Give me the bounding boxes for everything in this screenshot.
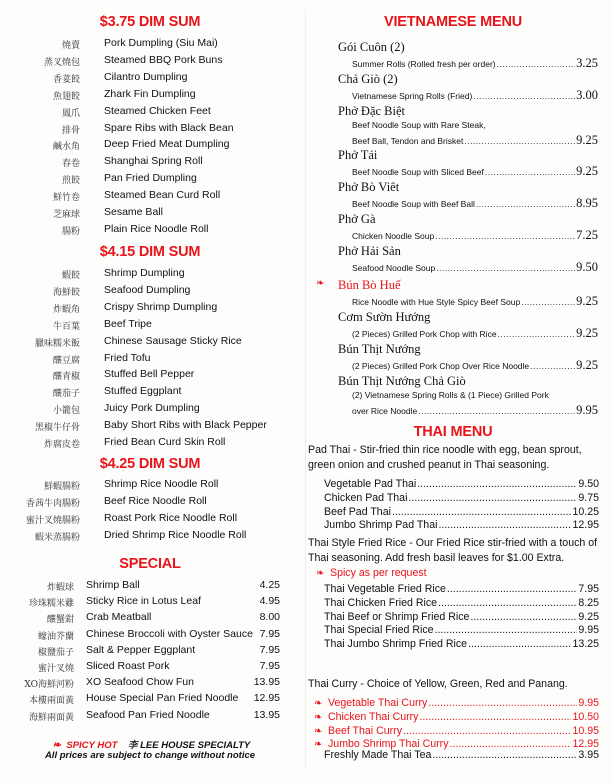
chinese-name: XO海鮮河粉 [24,680,74,691]
item-price: 7.95 [578,583,599,595]
legend-spicy-hot: SPICY HOT [66,740,118,751]
item-name [308,180,598,196]
item-name [308,72,598,88]
item-description [308,260,598,273]
chinese-name: 煎餃 [61,176,80,187]
special-item-row [0,709,280,725]
item-name-text: Phở Hải Sản [338,244,401,258]
english-name: Stuffed Eggplant [104,385,182,398]
item-price: 9.75 [578,491,599,504]
leader-dots [438,519,571,531]
price-notice: All prices are subject to change without notice [44,750,256,761]
leader-dots [497,59,576,69]
chinese-name: 臘味糯米飯 [34,338,80,349]
item-price: 7.25 [576,228,598,242]
thai-item-row [324,492,599,506]
vietnamese-thai-column [308,0,612,783]
vietnamese-item [308,40,598,69]
item-price: 9.25 [576,358,598,372]
chinese-name: 香茜牛肉腸粉 [25,498,80,509]
item-description [308,294,598,307]
item-name: Vegetable Thai Curry [328,697,428,709]
special-item-row [0,595,280,611]
item-price: 4.25 [259,579,280,591]
item-price: 3.25 [576,56,598,70]
vietnamese-item [308,180,598,209]
item-name-text: Bún Thịt Nướng [338,342,421,356]
item-price: 10.50 [572,710,599,723]
item-name-text: Bún Bò Huế [338,278,401,292]
special-item-row [0,611,280,627]
lee-mark-icon: 李 [127,740,138,751]
item-name: Thai Jumbo Shrimp Fried Rice [324,638,468,651]
chinese-name: 春卷 [61,159,80,170]
item-name [308,310,598,326]
item-name-text: Gói Cuôn (2) [338,40,405,54]
english-name: Steamed Bean Curd Roll [104,189,221,202]
description-text: Beef Ball, Tendon and Brisket [352,136,464,146]
item-price: 12.95 [253,692,280,705]
leader-dots [498,329,576,339]
leader-dots [436,263,575,273]
item-price: 9.95 [578,624,599,637]
item-price: 3.00 [576,88,598,102]
item-name: Thai Vegetable Fried Rice [324,583,446,595]
chinese-name: 珍珠糯米雞 [28,599,74,610]
leader-dots [435,231,575,241]
item-name [308,278,598,294]
chinese-name: 蝦餃 [61,271,80,281]
thai-item-row [324,478,599,492]
section-title-special: SPECIAL [119,556,181,572]
chinese-name: 蜜汁叉燒 [37,664,74,674]
english-name: Fried Tofu [104,351,151,364]
item-name-text: Cơm Sườn Hướng [338,310,431,324]
chili-pepper-icon: ❧ [314,698,323,709]
item-price: 13.95 [253,708,280,721]
section-title-vietnamese: VIETNAMESE MENU [384,14,522,30]
item-price: 7.95 [259,660,280,672]
item-price: 9.50 [578,478,599,490]
item-price: 9.95 [576,403,598,417]
item-name-text: Phở Bò Viêt [338,180,400,194]
english-name: Shrimp Ball [86,579,140,591]
item-price: 12.95 [572,738,599,751]
item-price: 3.95 [578,749,599,761]
item-price: 9.50 [576,260,598,274]
item-price: 10.95 [572,724,599,737]
item-price: 12.95 [572,519,599,532]
thai-item-row [324,583,599,597]
leader-dots [485,167,575,177]
english-name: House Special Pan Fried Noodle [86,692,239,705]
item-description [308,133,598,146]
item-name [308,244,598,260]
leader-dots [476,199,575,209]
item-name: Beef Pad Thai [324,505,391,518]
item-name: Jumbo Shrimp Pad Thai [324,519,438,532]
item-price: 7.95 [259,643,280,656]
item-name [308,148,598,164]
item-description [308,228,598,241]
english-name: Roast Pork Rice Noodle Roll [104,511,238,524]
chinese-name: 釀豆腐 [52,355,80,366]
item-price: 8.25 [578,596,599,609]
chili-pepper-icon: ❧ [316,278,325,289]
leader-dots [473,91,575,101]
spicy-note-text: Spicy as per request [330,567,427,579]
special-item-row [0,660,280,676]
description-text: Beef Noodle Soup with Sliced Beef [352,167,484,177]
chili-pepper-icon: ❧ [314,725,323,737]
chinese-name: 蠔油芥蘭 [37,631,74,642]
english-name: Sliced Roast Pork [86,660,170,672]
english-name: Pork Dumpling (Siu Mai) [104,37,218,49]
chinese-name: 黑椒牛仔骨 [34,423,80,434]
item-price: 9.25 [576,164,598,178]
description-text: Beef Noodle Soup with Rare Steak, [352,120,486,130]
chili-pepper-icon: ❧ [314,711,323,723]
item-name: Chicken Pad Thai [324,491,408,504]
item-name: Thai Chicken Fried Rice [324,596,438,609]
chinese-name: 牛百葉 [52,321,80,332]
chinese-name: 炸蝦角 [52,304,80,315]
english-name: Pan Fried Dumpling [104,172,197,185]
pad-thai-description: Pad Thai - Stir-fried thin rice noodle with egg, bean sprout, green onion and crushed peanut in Thai seasoning. [308,444,582,471]
item-price: 7.95 [259,627,280,640]
special-item-row [0,628,280,644]
item-name-text: Phở Tái [338,148,378,162]
english-name: Beef Tripe [104,317,152,330]
fried-rice-description: Thai Style Fried Rice - Our Fried Rice stir-fried with a touch of Thai seasoning. Add fresh basil leaves for $1.00 Extra. [308,537,598,564]
chinese-name: 香荽餃 [52,74,80,85]
chinese-name: 本樓兩面黃 [28,696,74,707]
spicy-note [316,567,427,579]
item-name: Beef Thai Curry [328,724,402,737]
leader-dots [417,478,577,490]
chinese-name: 鳳爪 [61,108,80,119]
english-name: Sesame Ball [104,206,163,218]
english-name: Shrimp Rice Noodle Roll [104,478,219,490]
chinese-name: 鹹水角 [52,142,80,153]
item-name: Jumbo Shrimp Thai Curry [328,738,449,751]
leader-dots [403,725,571,737]
item-name: Vegetable Pad Thai [324,478,417,490]
description-text: (2) Vietnamese Spring Rolls & (1 Piece) Grilled Pork [352,390,549,400]
item-description [308,390,598,403]
english-name: XO Seafood Chow Fun [86,676,194,689]
chinese-name: 蒸叉燒包 [43,57,80,68]
english-name: Fried Bean Curd Skin Roll [104,436,226,448]
english-name: Chinese Broccoli with Oyster Sauce [86,627,253,640]
thai-item-row [324,506,599,520]
chinese-name: 芝麻球 [52,210,80,220]
item-name: Thai Special Fried Rice [324,624,434,637]
chinese-name: 鮮蝦腸粉 [43,482,80,492]
thai-item-row [314,725,599,739]
leader-dots [447,583,577,595]
chinese-name: 鮮竹卷 [52,193,80,204]
english-name: Salt & Pepper Eggplant [86,643,196,656]
vietnamese-item [308,212,598,241]
item-description [308,403,598,416]
thai-item-row [314,711,599,725]
english-name: Seafood Pan Fried Noodle [86,708,210,721]
item-price: 9.25 [576,294,598,308]
section-title-dim-415: $4.15 DIM SUM [99,244,201,260]
item-description [308,88,598,101]
dim-sum-column [0,0,300,783]
leader-dots [468,638,571,650]
leader-dots [470,611,577,623]
leader-dots [428,697,577,709]
chinese-name: 海鮮餃 [52,287,80,298]
english-name: Stuffed Bell Pepper [104,368,195,381]
item-name-text: Phở Gà [338,212,376,226]
leader-dots [464,136,575,146]
item-description [308,326,598,339]
english-name: Steamed BBQ Pork Buns [104,53,223,66]
item-name-text: Phở Đặc Biệt [338,104,406,118]
item-name: Freshly Made Thai Tea [324,749,432,761]
chinese-name: 蜜汁叉燒腸粉 [25,515,80,526]
chili-pepper-icon: ❧ [314,739,323,751]
item-name: Thai Beef or Shrimp Fried Rice [324,610,470,623]
curry-description: Thai Curry - Choice of Yellow, Green, Red and Panang. [308,678,568,690]
leader-dots [530,361,575,371]
item-name [308,104,598,120]
item-price: 9.95 [578,697,599,709]
chinese-name: 排骨 [61,125,80,136]
chinese-name: 魚翅餃 [52,91,80,102]
description-text: Rice Noodle with Hue Style Spicy Beef Soup [352,297,521,307]
item-name-text: Bún Thịt Nướng Chả Giò [338,374,466,388]
english-name: Plain Rice Noodle Roll [104,222,209,235]
english-name: Chinese Sausage Sticky Rice [104,334,242,347]
vietnamese-item [308,278,598,307]
english-name: Baby Short Ribs with Black Pepper [104,419,267,432]
english-name: Beef Rice Noodle Roll [104,494,207,507]
legend-lee-specialty: LEE HOUSE SPECIALTY [140,740,251,751]
english-name: Crispy Shrimp Dumpling [104,300,218,313]
chinese-name: 釀茄子 [52,389,80,400]
english-name: Spare Ribs with Black Bean [104,121,234,134]
leader-dots [435,624,578,636]
leader-dots [432,749,577,761]
description-text: over Rice Noodle [352,406,418,416]
thai-item-row [324,638,599,652]
thai-item-row [314,697,599,711]
special-item-row [0,579,280,595]
item-name [308,212,598,228]
item-price: 13.25 [572,638,599,651]
item-name [308,342,598,358]
item-name: Chicken Thai Curry [328,710,419,723]
description-text: Seafood Noodle Soup [352,263,436,273]
leader-dots [521,297,575,307]
vietnamese-item [308,342,598,371]
chinese-name: 小籠包 [52,406,80,417]
english-name: Steamed Chicken Feet [104,104,211,117]
chinese-name: 釀青椒 [52,372,80,383]
chinese-name: 炸腐皮卷 [43,440,80,450]
item-name [308,374,598,390]
vietnamese-item [308,244,598,273]
item-description [308,56,598,69]
item-price: 10.25 [572,505,599,518]
description-text: Vietnamese Spring Rolls (Fried) [352,91,473,101]
special-item-row [0,644,280,660]
special-item-row [0,676,280,692]
legend [0,737,300,751]
item-description [308,120,598,133]
thai-tea-row [324,749,599,763]
chinese-name: 腸粉 [61,226,80,237]
item-name [308,40,598,56]
description-text: (2 Pieces) Grilled Pork Chop with Rice [352,329,497,339]
leader-dots [438,597,577,609]
leader-dots [408,492,577,504]
thai-item-row [324,624,599,638]
description-text: Summer Rolls (Rolled fresh per order) [352,59,496,69]
chinese-name: 炸蝦球 [46,583,74,593]
leader-dots [392,506,572,518]
chili-pepper-icon: ❧ [316,568,325,579]
vietnamese-item [308,72,598,101]
column-divider [305,10,306,770]
vietnamese-item [308,374,598,416]
english-name: Crab Meatball [86,611,152,624]
chinese-name: 釀蟹鉗 [46,615,74,626]
item-price: 9.25 [576,133,598,147]
item-description [308,196,598,209]
item-price: 9.25 [578,610,599,623]
description-text: Beef Noodle Soup with Beef Ball [352,199,475,209]
thai-item-row [324,611,599,625]
english-name: Seafood Dumpling [104,283,191,296]
item-price: 8.00 [259,611,280,624]
section-title-dim-375: $3.75 DIM SUM [99,14,201,30]
chili-pepper-icon: ❧ [52,740,61,751]
english-name: Cilantro Dumpling [104,70,188,83]
item-name-text: Chả Giò (2) [338,72,398,86]
vietnamese-item [308,148,598,177]
english-name: Shanghai Spring Roll [104,155,203,168]
chinese-name: 燒賣 [61,41,80,51]
item-price: 13.95 [253,676,280,689]
description-text: (2 Pieces) Grilled Pork Chop Over Rice Noodle [352,361,530,371]
english-name: Juicy Pork Dumpling [104,402,200,415]
description-text: Chicken Noodle Soup [352,231,435,241]
item-description [308,358,598,371]
vietnamese-item [308,310,598,339]
english-name: Shrimp Dumpling [104,267,185,279]
chinese-name: 蝦米蒸腸粉 [34,532,80,543]
vietnamese-item [308,104,598,146]
leader-dots [419,711,571,723]
section-title-dim-425: $4.25 DIM SUM [99,456,201,472]
item-description [308,164,598,177]
item-price: 9.25 [576,326,598,340]
chinese-name: 海鮮兩面黃 [28,712,74,723]
item-price: 4.95 [259,595,280,608]
english-name: Zhark Fin Dumpling [104,87,196,100]
special-item-row [0,692,280,708]
section-title-thai: THAI MENU [413,424,493,440]
thai-item-row [324,519,599,533]
english-name: Dried Shrimp Rice Noodle Roll [104,528,247,541]
thai-item-row [324,597,599,611]
leader-dots [418,406,575,416]
item-price: 8.95 [576,196,598,210]
chinese-name: 椒鹽茄子 [37,647,74,658]
english-name: Deep Fried Meat Dumpling [104,138,230,151]
english-name: Sticky Rice in Lotus Leaf [86,595,201,608]
